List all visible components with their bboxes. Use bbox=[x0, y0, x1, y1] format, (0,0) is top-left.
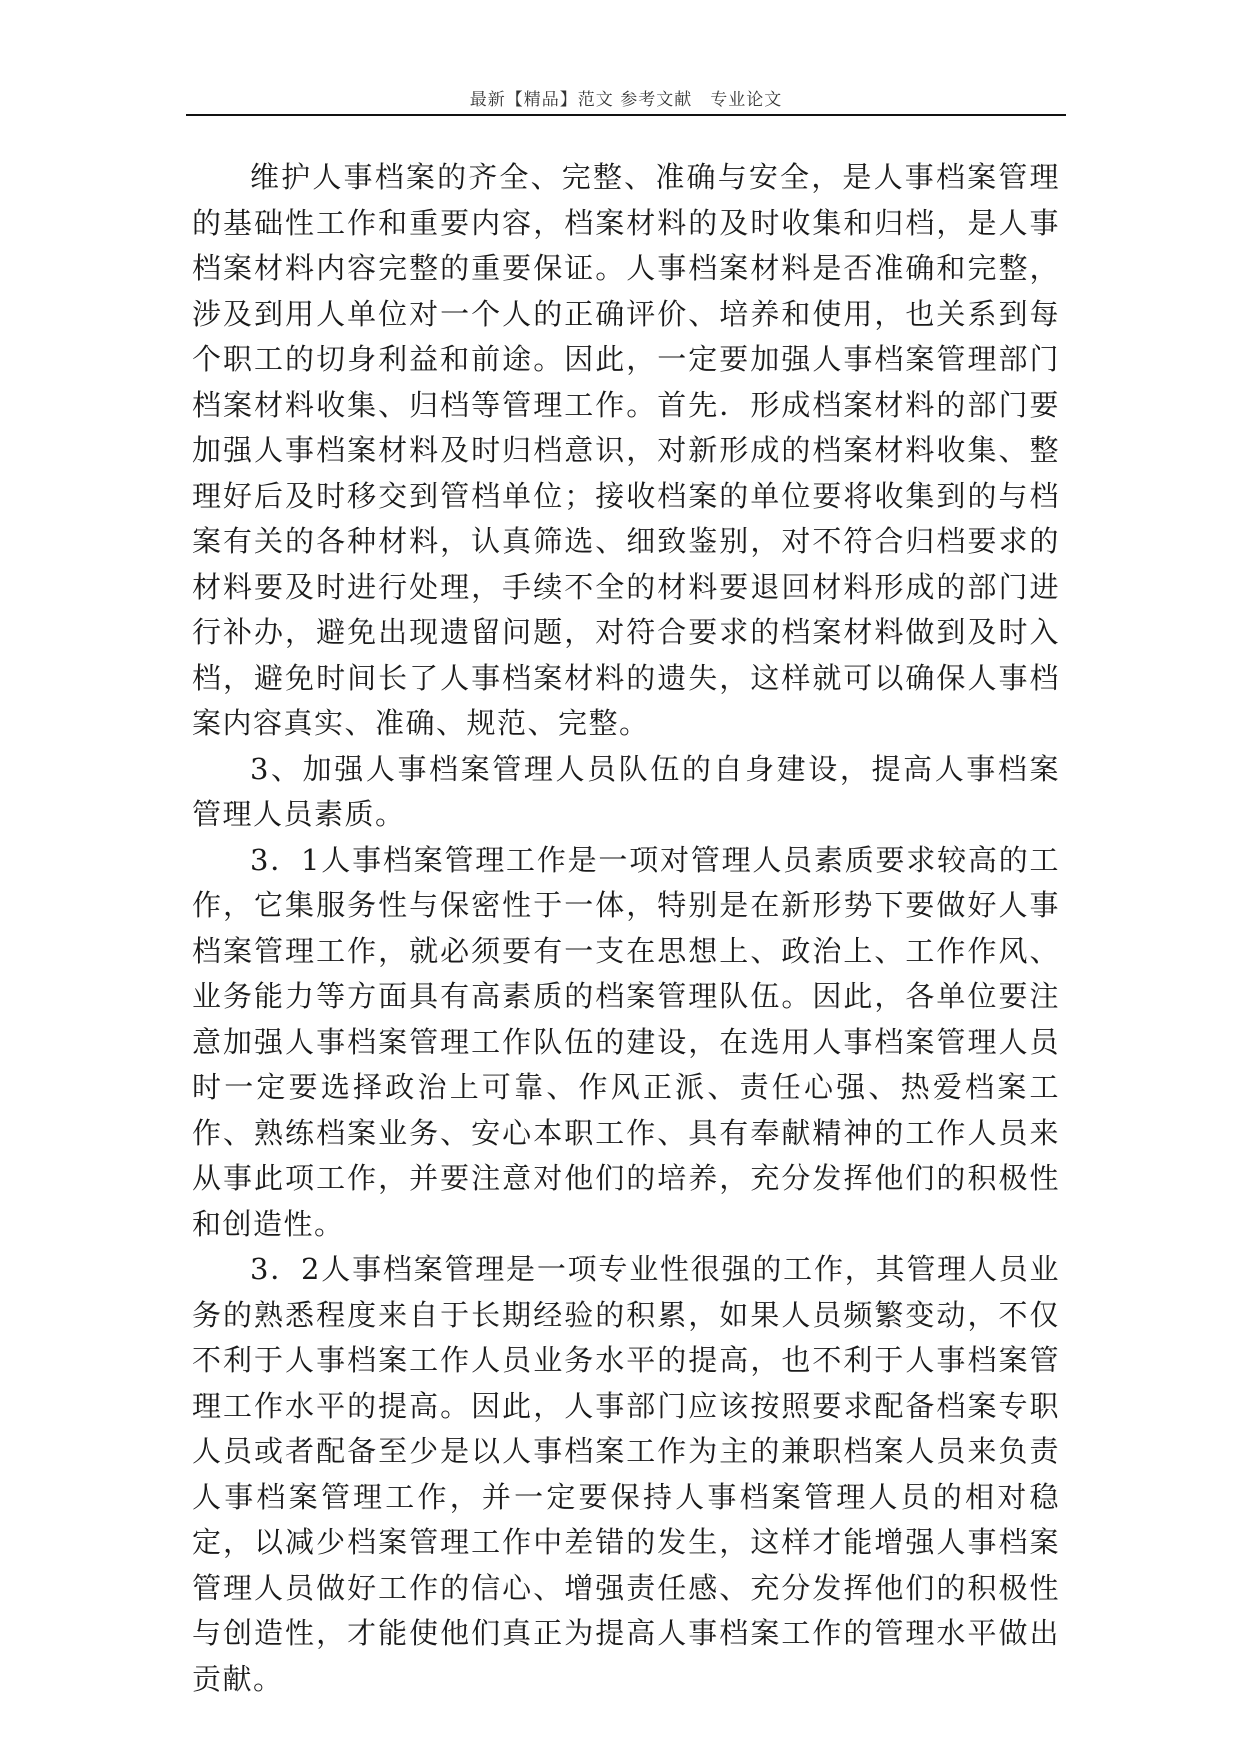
paragraph-3-1: 3．1人事档案管理工作是一项对管理人员素质要求较高的工作，它集服务性与保密性于一体，特别是在新形势下要做好人事档案管理工作，就必须要有一支在思想上、政治上、工作作风、业务能力等方面具有高素质的档案管理队伍。因此，各单位要注意加强人事档案管理工作队伍的建设，在选用人事档案管理人员时一定要选择政治上可靠、作风正派、责任心强、热爱档案工作、熟练档案业务、安心本职工作、具有奉献精神的工作人员来从事此项工作，并要注意对他们的培养，充分发挥他们的积极性和创造性。 bbox=[192, 842, 1060, 1241]
page-header: 最新【精品】范文 参考文献 专业论文 bbox=[469, 90, 783, 110]
paragraph-archive-collection: 维护人事档案的齐全、完整、准确与安全，是人事档案管理的基础性工作和重要内容，档案材料的及时收集和归档，是人事档案材料内容完整的重要保证。人事档案材料是否准确和完整，涉及到用人单位对一个人的正确评价、培养和使用，也关系到每个职工的切身利益和前途。因此，一定要加强人事档案管理部门档案材料收集、归档等管理工作。首先．形成档案材料的部门要加强人事档案材料及时归档意识，对新形成的档案材料收集、整理好后及时移交到管档单位；接收档案的单位要将收集到的与档案有关的各种材料，认真筛选、细致鉴别，对不符合归档要求的材料要及时进行处理，手续不全的材料要退回材料形成的部门进行补办，避免出现遗留问题，对符合要求的档案材料做到及时入档，避免时间长了人事档案材料的遗失，这样就可以确保人事档案内容真实、准确、规范、完整。 bbox=[192, 160, 1060, 740]
section-heading-3: 3、加强人事档案管理人员队伍的自身建设，提高人事档案管理人员素质。 bbox=[192, 751, 1060, 831]
document-body bbox=[192, 155, 1060, 1702]
header-divider bbox=[186, 114, 1066, 116]
paragraph-3-2: 3．2人事档案管理是一项专业性很强的工作，其管理人员业务的熟悉程度来自于长期经验的积累，如果人员频繁变动，不仅不利于人事档案工作人员业务水平的提高，也不利于人事档案管理工作水平的提高。因此，人事部门应该按照要求配备档案专职人员或者配备至少是以人事档案工作为主的兼职档案人员来负责人事档案管理工作，并一定要保持人事档案管理人员的相对稳定，以减少档案管理工作中差错的发生，这样才能增强人事档案管理人员做好工作的信心、增强责任感、充分发挥他们的积极性与创造性，才能使他们真正为提高人事档案工作的管理水平做出贡献。 bbox=[192, 1252, 1060, 1696]
